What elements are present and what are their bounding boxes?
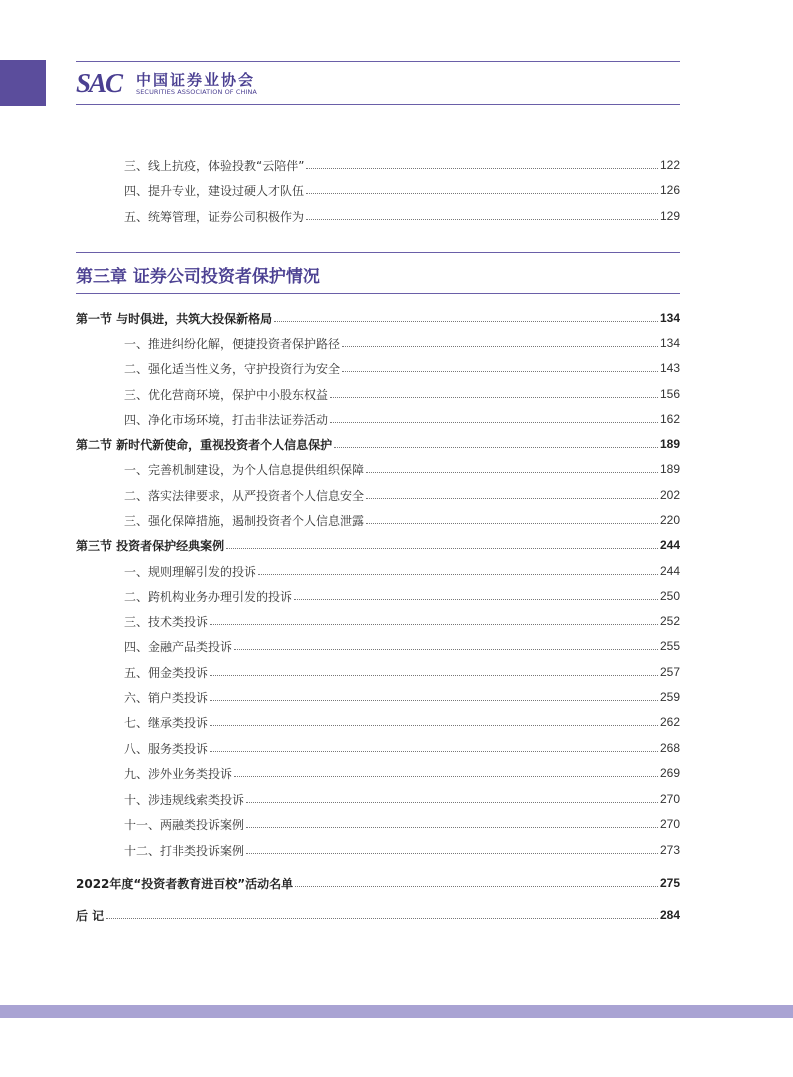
toc-entry[interactable] bbox=[124, 206, 680, 226]
toc-entry[interactable] bbox=[124, 636, 680, 656]
toc-leader bbox=[294, 598, 658, 600]
toc-entry-page: 262 bbox=[659, 715, 680, 729]
toc-section-page: 244 bbox=[659, 538, 680, 552]
toc-entry-title: 一、规则理解引发的投诉 bbox=[124, 564, 257, 579]
toc-entry-page: 252 bbox=[659, 614, 680, 628]
toc-entry[interactable] bbox=[124, 789, 680, 809]
toc-entry-title: 四、提升专业，建设过硬人才队伍 bbox=[124, 183, 305, 198]
toc-entry[interactable] bbox=[124, 561, 680, 581]
toc-leader bbox=[258, 573, 658, 575]
toc-entry-title: 十、涉违规线索类投诉 bbox=[124, 792, 245, 807]
toc-leader bbox=[246, 852, 658, 854]
toc-section[interactable] bbox=[76, 535, 680, 555]
toc-section-title: 第二节 新时代新使命，重视投资者个人信息保护 bbox=[76, 437, 333, 452]
toc-entry-title: 十二、打非类投诉案例 bbox=[124, 843, 245, 858]
toc-entry-page: 129 bbox=[659, 209, 680, 223]
toc-entry-title: 九、涉外业务类投诉 bbox=[124, 766, 233, 781]
toc-entry-page: 162 bbox=[659, 412, 680, 426]
toc-entry[interactable] bbox=[124, 586, 680, 606]
toc-entry-page: 270 bbox=[659, 817, 680, 831]
toc-entry-page: 134 bbox=[659, 336, 680, 350]
toc-leader bbox=[210, 623, 658, 625]
toc-entry[interactable] bbox=[124, 384, 680, 404]
toc-appendix-entry[interactable] bbox=[76, 873, 680, 893]
toc-entry-page: 257 bbox=[659, 665, 680, 679]
toc-entry-page: 255 bbox=[659, 639, 680, 653]
toc-entry[interactable] bbox=[124, 180, 680, 200]
toc-entry-title: 三、技术类投诉 bbox=[124, 614, 209, 629]
toc-entry-title: 二、强化适当性义务，守护投资行为安全 bbox=[124, 361, 341, 376]
toc-entry-page: 126 bbox=[659, 183, 680, 197]
toc-leader bbox=[342, 345, 658, 347]
chapter-rule-top bbox=[76, 252, 680, 253]
toc-appendix-entry[interactable] bbox=[76, 905, 680, 925]
toc-entry[interactable] bbox=[124, 409, 680, 429]
toc-leader bbox=[210, 724, 658, 726]
toc-appendix-page: 275 bbox=[659, 876, 680, 890]
toc-entry-page: 189 bbox=[659, 462, 680, 476]
toc-leader bbox=[210, 750, 658, 752]
corner-tab bbox=[0, 60, 46, 106]
toc-leader bbox=[330, 396, 658, 398]
toc-entry-title: 三、线上抗疫，体验投教“云陪伴” bbox=[124, 158, 305, 173]
toc-entry-title: 六、销户类投诉 bbox=[124, 690, 209, 705]
toc-entry[interactable] bbox=[124, 662, 680, 682]
toc-leader bbox=[246, 801, 658, 803]
org-name-cn: 中国证券业协会 bbox=[136, 71, 256, 89]
toc-entry[interactable] bbox=[124, 611, 680, 631]
toc-entry-title: 八、服务类投诉 bbox=[124, 741, 209, 756]
toc-entry-title: 四、金融产品类投诉 bbox=[124, 639, 233, 654]
chapter-rule-bottom bbox=[76, 293, 680, 294]
logo-mark: SAC bbox=[76, 68, 122, 98]
toc-entry-title: 五、统筹管理，证券公司积极作为 bbox=[124, 209, 305, 224]
toc-section-title: 第三节 投资者保护经典案例 bbox=[76, 538, 225, 553]
toc-entry-page: 202 bbox=[659, 488, 680, 502]
toc-section-page: 134 bbox=[659, 311, 680, 325]
toc-leader bbox=[306, 167, 658, 169]
toc-entry[interactable] bbox=[124, 687, 680, 707]
toc-entry[interactable] bbox=[124, 763, 680, 783]
toc-entry-title: 一、完善机制建设，为个人信息提供组织保障 bbox=[124, 462, 365, 477]
toc-leader bbox=[330, 421, 658, 423]
toc-leader bbox=[334, 446, 658, 448]
toc-leader bbox=[274, 320, 658, 322]
toc-appendix-title: 2022年度“投资者教育进百校”活动名单 bbox=[76, 876, 294, 891]
toc-entry[interactable] bbox=[124, 510, 680, 530]
toc-entry-title: 十一、两融类投诉案例 bbox=[124, 817, 245, 832]
toc-section-title: 第一节 与时俱进，共筑大投保新格局 bbox=[76, 311, 273, 326]
toc-entry-title: 一、推进纠纷化解，便捷投资者保护路径 bbox=[124, 336, 341, 351]
toc-leader bbox=[295, 885, 658, 887]
toc-entry-page: 268 bbox=[659, 741, 680, 755]
toc-leader bbox=[366, 522, 658, 524]
toc-entry[interactable] bbox=[124, 155, 680, 175]
toc-leader bbox=[106, 917, 658, 919]
org-name-en: SECURITIES ASSOCIATION OF CHINA bbox=[136, 88, 257, 96]
toc-leader bbox=[342, 370, 658, 372]
toc-entry-page: 273 bbox=[659, 843, 680, 857]
header-rule-bottom bbox=[76, 104, 680, 105]
toc-section[interactable] bbox=[76, 434, 680, 454]
toc-leader bbox=[366, 471, 658, 473]
toc-leader bbox=[210, 699, 658, 701]
toc-entry-title: 三、强化保障措施，遏制投资者个人信息泄露 bbox=[124, 513, 365, 528]
toc-appendix-title: 后 记 bbox=[76, 908, 105, 923]
toc-section-page: 189 bbox=[659, 437, 680, 451]
toc-entry-page: 244 bbox=[659, 564, 680, 578]
toc-entry-page: 250 bbox=[659, 589, 680, 603]
toc-leader bbox=[306, 218, 658, 220]
toc-entry-page: 143 bbox=[659, 361, 680, 375]
toc-entry-page: 156 bbox=[659, 387, 680, 401]
toc-entry-page: 259 bbox=[659, 690, 680, 704]
toc-entry-title: 五、佣金类投诉 bbox=[124, 665, 209, 680]
toc-entry[interactable] bbox=[124, 840, 680, 860]
toc-section[interactable] bbox=[76, 308, 680, 328]
toc-entry[interactable] bbox=[124, 485, 680, 505]
toc-entry-title: 四、净化市场环境，打击非法证券活动 bbox=[124, 412, 329, 427]
toc-entry[interactable] bbox=[124, 333, 680, 353]
toc-entry[interactable] bbox=[124, 712, 680, 732]
toc-entry-title: 二、跨机构业务办理引发的投诉 bbox=[124, 589, 293, 604]
chapter-title: 第三章 证券公司投资者保护情况 bbox=[76, 267, 320, 287]
toc-entry-page: 269 bbox=[659, 766, 680, 780]
toc-leader bbox=[226, 547, 658, 549]
toc-entry-title: 七、继承类投诉 bbox=[124, 715, 209, 730]
toc-leader bbox=[234, 648, 658, 650]
toc-entry-page: 220 bbox=[659, 513, 680, 527]
toc-entry-page: 122 bbox=[659, 158, 680, 172]
toc-entry[interactable] bbox=[124, 738, 680, 758]
footer-band bbox=[0, 1005, 793, 1018]
toc-entry[interactable] bbox=[124, 814, 680, 834]
toc-leader bbox=[210, 674, 658, 676]
toc-entry[interactable] bbox=[124, 459, 680, 479]
toc-entry-title: 二、落实法律要求，从严投资者个人信息安全 bbox=[124, 488, 365, 503]
toc-entry-page: 270 bbox=[659, 792, 680, 806]
toc-leader bbox=[366, 497, 658, 499]
toc-entry-title: 三、优化营商环境，保护中小股东权益 bbox=[124, 387, 329, 402]
toc-leader bbox=[306, 192, 658, 194]
toc-entry[interactable] bbox=[124, 358, 680, 378]
toc-leader bbox=[246, 826, 658, 828]
toc-leader bbox=[234, 775, 658, 777]
toc-appendix-page: 284 bbox=[659, 908, 680, 922]
header-rule-top bbox=[76, 61, 680, 62]
